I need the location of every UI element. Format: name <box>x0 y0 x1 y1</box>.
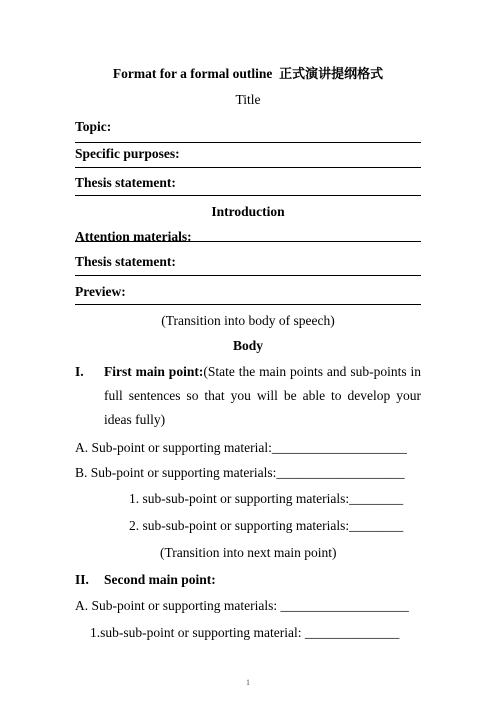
specific-purposes-label: Specific purposes: <box>75 146 180 161</box>
body-heading: Body <box>232 338 263 353</box>
thesis-rule <box>75 195 421 196</box>
attention-rule <box>75 241 421 242</box>
thesis-statement-label: Thesis statement: <box>75 175 176 190</box>
title-chinese: 正式演讲提纲格式 <box>279 67 384 82</box>
topic-rule <box>75 142 421 143</box>
sub-point-a-1: A. Sub-point or supporting material:____________________ <box>75 440 407 455</box>
sub-sub-point-3: 1.sub-sub-point or supporting material: ______________ <box>90 625 400 640</box>
introduction-heading: Introduction <box>211 204 285 219</box>
title-english: Format for a formal outline <box>112 66 273 81</box>
transition-into-body: (Transition into body of speech) <box>161 313 335 328</box>
specific-purposes-rule <box>75 167 421 168</box>
thesis-rule-2 <box>75 275 421 276</box>
subtitle: Title <box>235 92 261 107</box>
topic-label: Topic: <box>75 119 112 134</box>
document-title <box>0 66 496 83</box>
main-point-2-numeral: II. <box>75 572 89 587</box>
transition-next-point: (Transition into next main point) <box>160 545 337 560</box>
main-point-1-text: (State the main points and sub-points in full sentences so that you will be able to develop your ideas fully) <box>104 364 421 427</box>
sub-sub-point-1: 1. sub-sub-point or supporting materials:________ <box>129 491 404 506</box>
main-point-2-label: Second main point: <box>104 572 216 587</box>
page-number: 1 <box>246 678 250 687</box>
main-point-1-label: First main point: <box>104 364 204 379</box>
preview-rule <box>75 304 421 305</box>
main-point-1 <box>104 360 421 432</box>
sub-point-a-2: A. Sub-point or supporting materials: ___________________ <box>75 598 409 613</box>
main-point-1-numeral: I. <box>75 364 84 379</box>
attention-materials-label: Attention materials: <box>75 229 192 244</box>
preview-label: Preview: <box>75 284 126 299</box>
sub-sub-point-2: 2. sub-sub-point or supporting materials:________ <box>129 518 404 533</box>
thesis-statement-label-2: Thesis statement: <box>75 254 176 269</box>
sub-point-b-1: B. Sub-point or supporting materials:___________________ <box>75 465 405 480</box>
